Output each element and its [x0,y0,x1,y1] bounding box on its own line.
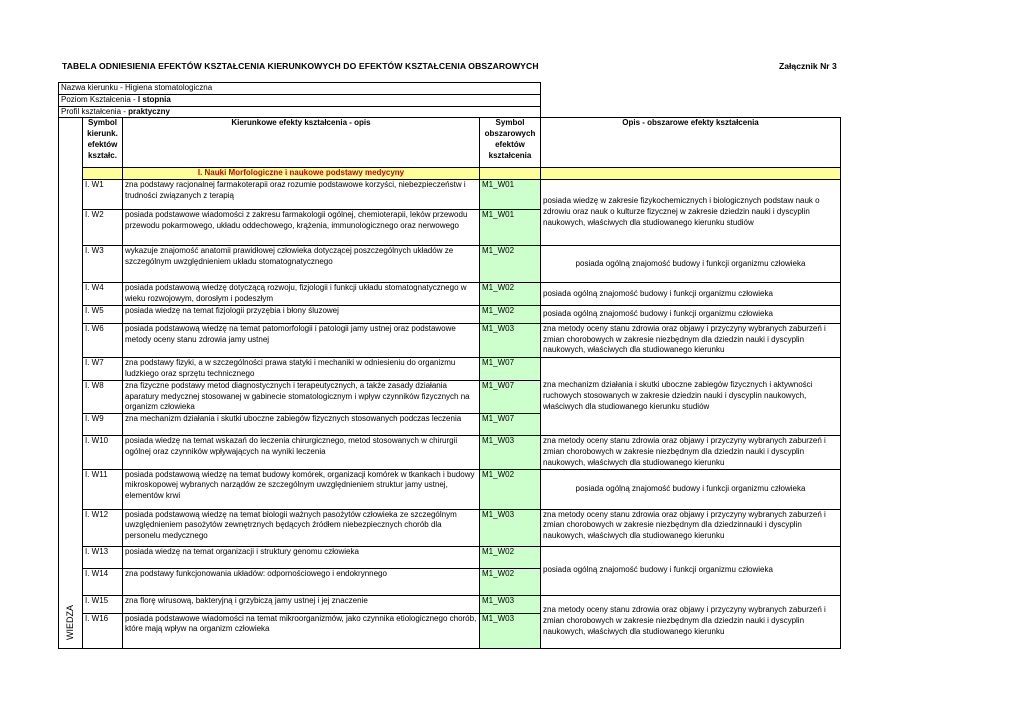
row-area-symbol: M1_W03 [480,323,541,357]
row-symbol: I. W1 [83,180,123,210]
row-area-symbol: M1_W03 [480,613,541,648]
row-area-symbol: M1_W07 [480,380,541,413]
table-row [59,305,841,323]
annex-label: Załącznik Nr 3 [779,61,837,71]
row-desc: zna podstawy funkcjonowania układów: odpornościowego i endokrynnego [123,568,480,595]
table-row [59,180,841,210]
row-symbol: I. W5 [83,305,123,323]
side-label: WIEDZA [65,604,76,640]
row-desc: posiada podstawową wiedzę na temat biologii ważnych pasożytów człowieka ze szczególnym uwzględnieniem pasożytów zewnętrznych będących źródłem niebezpiecznych chorób dla personelu medycznego [123,509,480,546]
col-dir-desc: Kierunkowe efekty kształcenia - opis [123,118,480,168]
row-symbol: I. W11 [83,469,123,509]
row-desc: zna podstawy racjonalnej farmakoterapii oraz rozumie podstawowe korzyści, niebezpieczeństw i trudności związanych z terapią [123,180,480,210]
row-area-symbol: M1_W02 [480,469,541,509]
area-desc: zna metody oceny stanu zdrowia oraz objawy i przyczyny wybranych zaburzeń i zmian chorobowych w zakresie niezbędnym dla dziedzin nauki i dyscyplin naukowych, właściwych dla studiowanego kierunku [541,436,841,469]
area-desc: posiada ogólną znajomość budowy i funkcji organizmu człowieka [541,305,841,323]
row-desc: posiada wiedzę na temat wskazań do leczenia chirurgicznego, metod stosowanych w chirurgii ogólnej oraz czynników wpływających na wyniki leczenia [123,436,480,469]
area-desc: posiada ogólną znajomość budowy i funkcji organizmu człowieka [541,246,841,283]
row-symbol: I. W14 [83,568,123,595]
table-row [59,595,841,613]
row-desc: zna mechanizm działania i skutki uboczne zabiegów fizycznych stosowanych podczas leczenia [123,414,480,436]
row-symbol: I. W13 [83,546,123,568]
area-desc: posiada wiedzę w zakresie fizykochemicznych i biologicznych podstaw nauk o zdrowiu oraz nauk o kulturze fizycznej w zakresie dziedzin nauki i dyscyplin naukowych, właściwych dla studiowanego kierunku studiów [541,180,841,246]
table-row [59,357,841,380]
row-area-symbol: M1_W01 [480,180,541,210]
row-area-symbol: M1_W02 [480,283,541,306]
level-value: I stopnia [137,94,171,104]
row-area-symbol: M1_W07 [480,357,541,380]
row-symbol: I. W12 [83,509,123,546]
section-title: I. Nauki Morfologiczne i naukowe podstawy medycyny [123,168,480,180]
table-row [59,246,841,283]
row-area-symbol: M1_W02 [480,568,541,595]
row-symbol: I. W4 [83,283,123,306]
row-desc: posiada podstawową wiedzę na temat patomorfologii i patologii jamy ustnej oraz podstawowe metody oceny stanu zdrowia jamy ustnej [123,323,480,357]
row-symbol: I. W15 [83,595,123,613]
table-row [59,469,841,509]
area-desc: zna metody oceny stanu zdrowia oraz objawy i przyczyny wybranych zaburzeń i zmian chorobowych w zakresie niezbędnym dla dziedzinnauki i dyscyplin naukowych, właściwych dla studiowanego kierunku [541,509,841,546]
col-symbol-dir: Symbol kierunk. efektów kształc. [83,118,123,168]
table-row [59,546,841,568]
area-desc: posiada ogólną znajomość budowy i funkcji organizmu człowieka [541,469,841,509]
row-desc: zna florę wirusową, bakteryjną i grzybiczą jamy ustnej i jej znaczenie [123,595,480,613]
row-desc: posiada podstawową wiedzę dotyczącą rozwoju, fizjologii i funkcji układu stomatognatycznego w wieku rozwojowym, dorosłym i podeszłym [123,283,480,306]
row-area-symbol: M1_W03 [480,595,541,613]
row-area-symbol: M1_W02 [480,546,541,568]
row-desc: wykazuje znajomość anatomii prawidłowej człowieka dotyczącej poszczególnych układów ze szczególnym uwzględnieniem układu stomatognatycznego [123,246,480,283]
row-area-symbol: M1_W01 [480,210,541,246]
mapping-table [58,82,841,649]
table-row [59,323,841,357]
side-label-cell [59,118,83,648]
field-name-cell [59,83,541,95]
row-desc: posiada podstawowe wiadomości na temat mikroorganizmów, jako czynnika etiologicznego chorób, które mają wpływ na organizm człowieka [123,613,480,648]
area-desc: zna mechanizm działania i skutki uboczne zabiegów fizycznych i aktywności ruchowych stosowanych w zakresie dziedzin nauki i dyscyplin naukowych, właściwych dla studiowanego kierunku studiów [541,357,841,435]
row-desc: posiada wiedzę na temat fizjologii przyzębia i błony śluzowej [123,305,480,323]
col-area-desc: Opis - obszarowe efekty kształcenia [541,118,841,168]
table-row [59,283,841,306]
row-desc: zna fizyczne podstawy metod diagnostycznych i terapeutycznych, a także zasady działania aparatury medycznej stosowanej w gabinecie stomatologicznym i wpływ czynników fizycznych na organizm człowieka [123,380,480,413]
table-row [59,509,841,546]
row-symbol: I. W6 [83,323,123,357]
table-row [59,436,841,469]
area-desc: zna metody oceny stanu zdrowia oraz objawy i przyczyny wybranych zaburzeń i zmian chorobowych w zakresie niezbędnym dla dziedzin nauki i dyscyplin naukowych, właściwych dla studiowanego kierunku [541,323,841,357]
level-label: Poziom Kształcenia - [61,94,138,104]
row-desc: posiada wiedzę na temat organizacji i struktury genomu człowieka [123,546,480,568]
profile-cell [59,106,541,118]
row-area-symbol: M1_W07 [480,414,541,436]
row-desc: posiada podstawową wiedzę na temat budowy komórek, organizacji komórek w tkankach i budowy mikroskopowej wybranych narządów ze szczególnym uwzględnieniem struktur jamy ustnej, elementów krwi [123,469,480,509]
profile-value: praktyczny [128,106,170,116]
area-desc: posiada ogólną znajomość budowy i funkcji organizmu człowieka [541,283,841,306]
row-desc: zna podstawy fizyki, a w szczególności prawa statyki i mechaniki w odniesieniu do organizmu ludzkiego oraz sprzętu technicznego [123,357,480,380]
area-desc: posiada ogólną znajomość budowy i funkcji organizmu człowieka [541,546,841,595]
row-area-symbol: M1_W03 [480,436,541,469]
page-title: TABELA ODNIESIENIA EFEKTÓW KSZTAŁCENIA KIERUNKOWYCH DO EFEKTÓW KSZTAŁCENIA OBSZAROWYCH [62,61,539,71]
section-row [59,168,841,180]
row-desc: posiada podstawowe wiadomości z zakresu farmakologii ogólnej, chemioterapii, leków przewodu przewodu pokarmowego, układu oddechowego, krążenia, immunologicznego oraz nerwowego [123,210,480,246]
col-symbol-area: Symbol obszarowych efektów kształcenia [480,118,541,168]
field-name-text: Nazwa kierunku - Higiena stomatologiczna [61,83,213,92]
row-symbol: I. W3 [83,246,123,283]
area-desc: zna metody oceny stanu zdrowia oraz objawy i przyczyny wybranych zaburzeń i zmian chorobowych w zakresie niezbędnym dla dziedzin nauki i dyscyplin naukowych, właściwych dla studiowanego kierunku [541,595,841,648]
row-symbol: I. W9 [83,414,123,436]
row-symbol: I. W7 [83,357,123,380]
row-symbol: I. W16 [83,613,123,648]
row-area-symbol: M1_W02 [480,246,541,283]
row-symbol: I. W8 [83,380,123,413]
profile-label: Profil kształcenia - [61,106,129,116]
level-cell [59,94,541,106]
row-symbol: I. W2 [83,210,123,246]
header-row [59,118,841,168]
row-area-symbol: M1_W03 [480,509,541,546]
row-area-symbol: M1_W02 [480,305,541,323]
row-symbol: I. W10 [83,436,123,469]
